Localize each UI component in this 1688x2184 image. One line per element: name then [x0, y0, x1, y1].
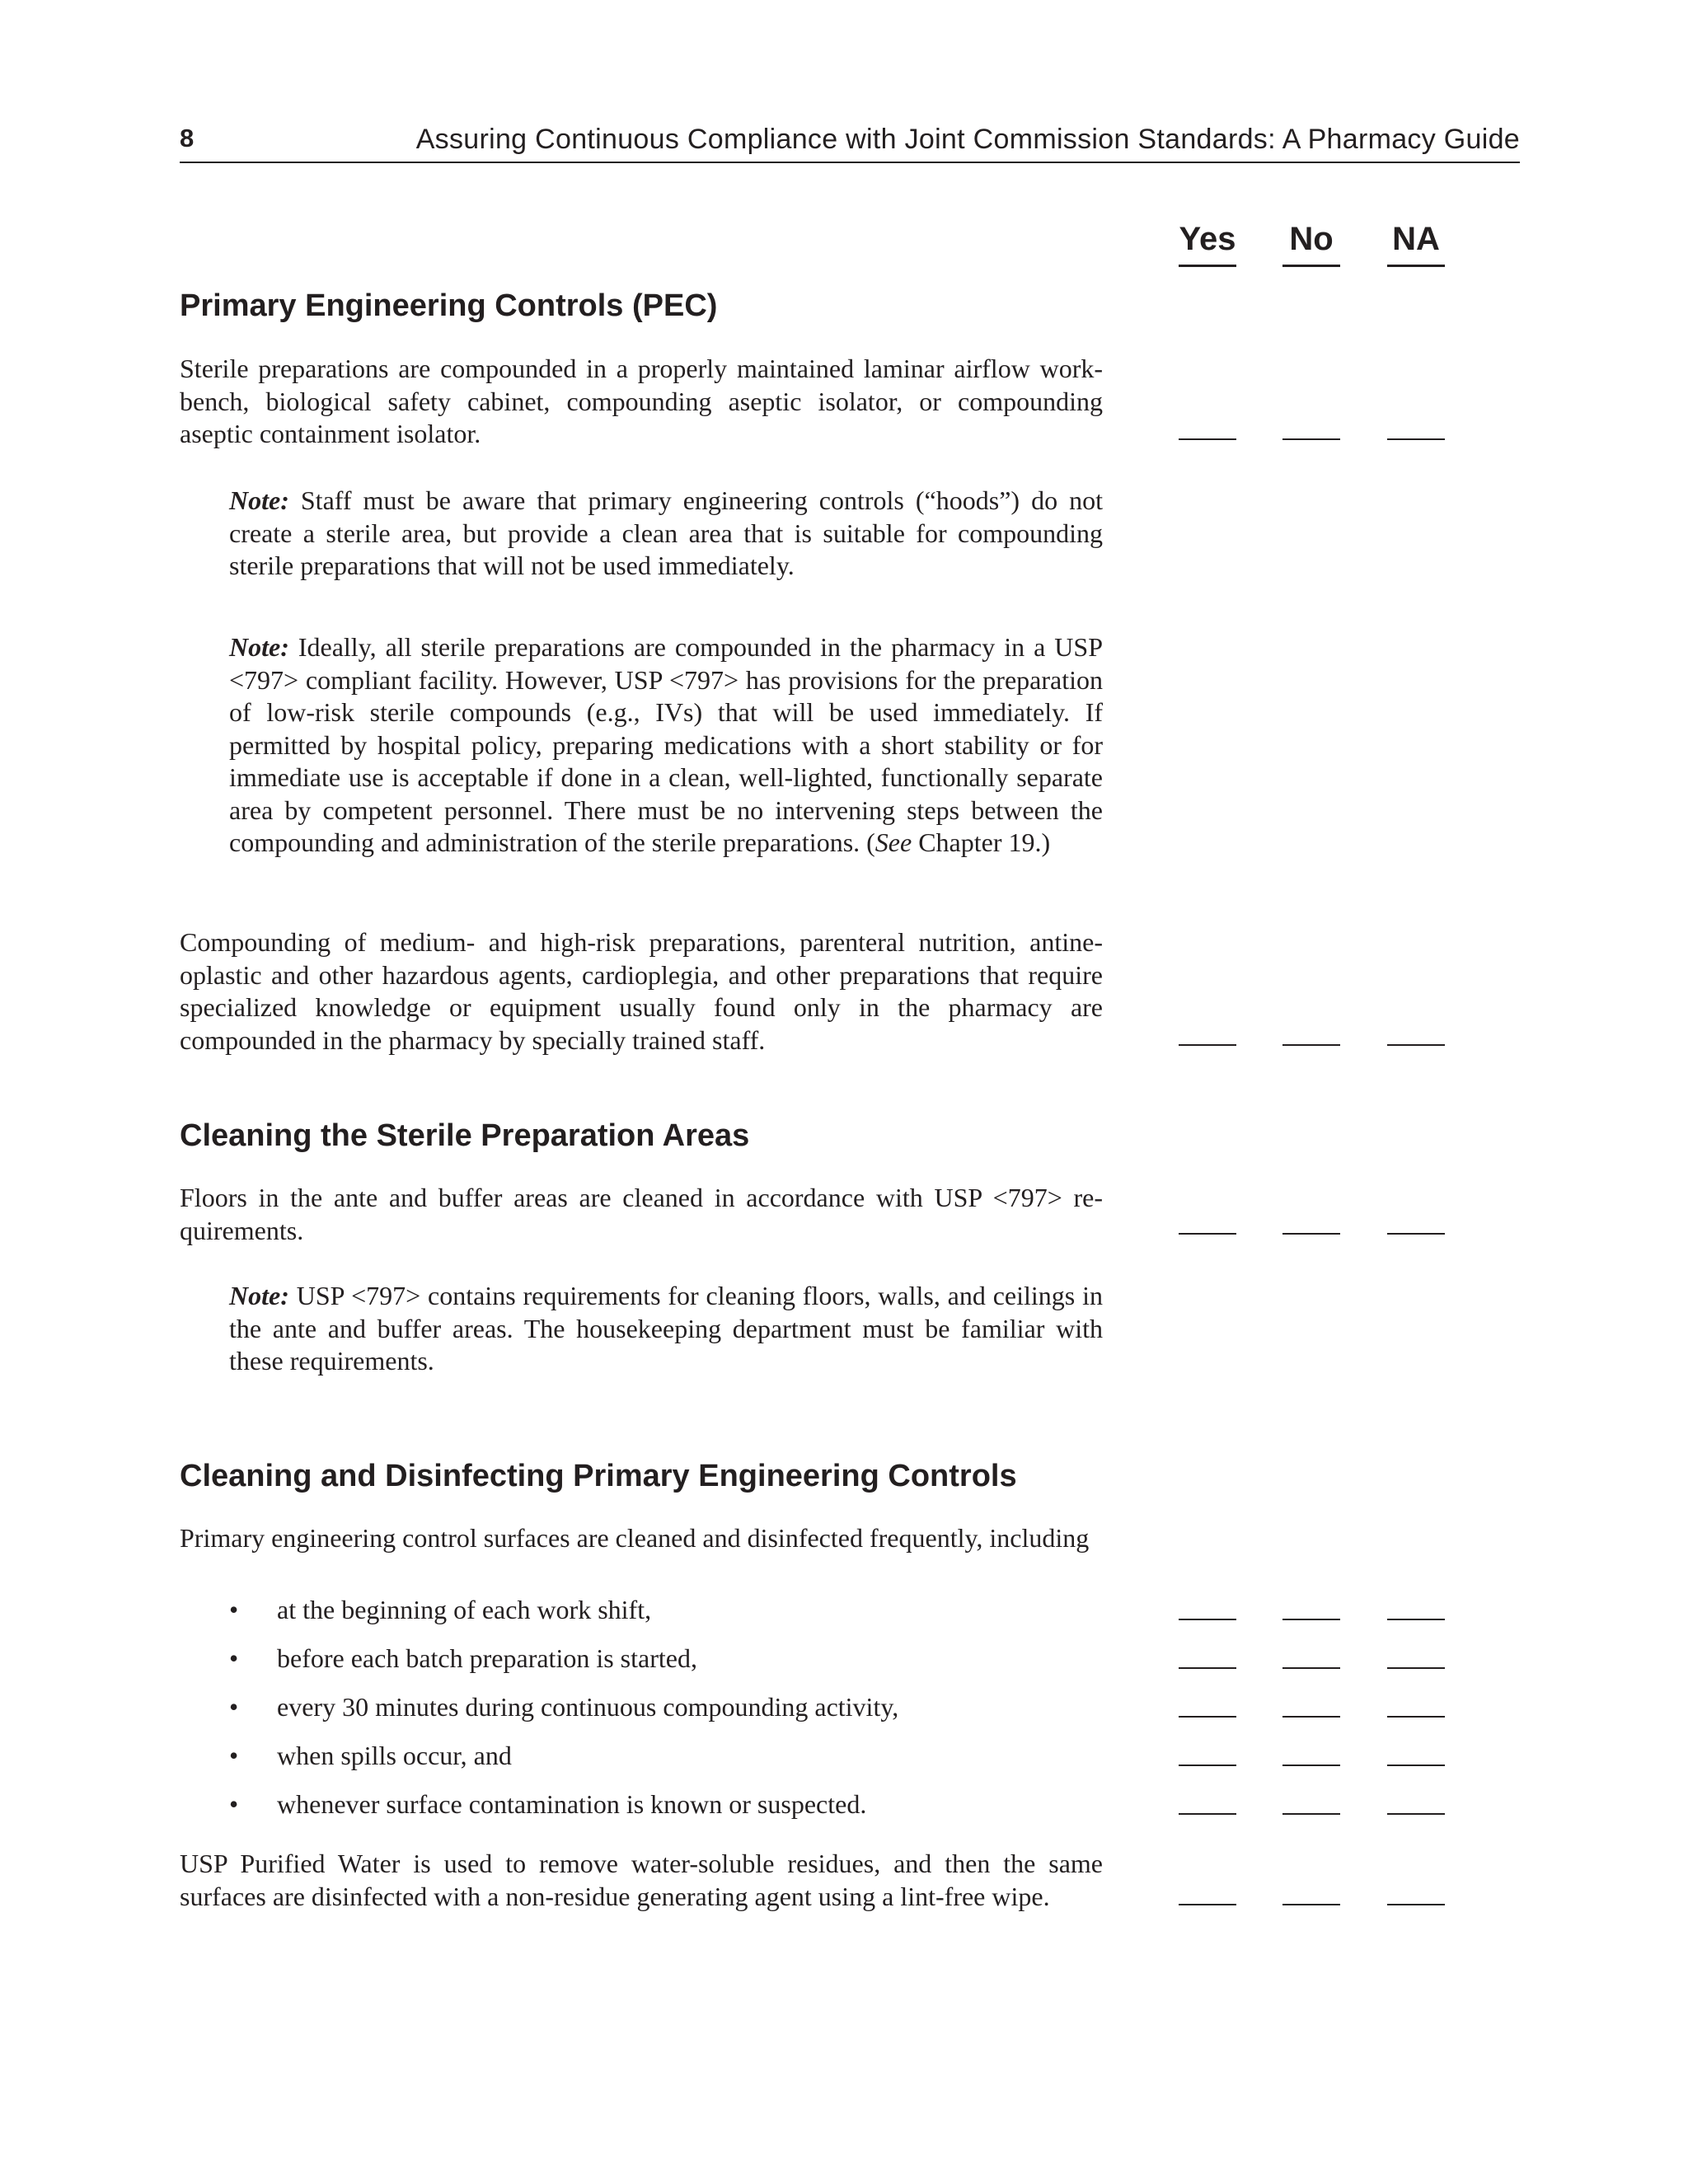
answer-blank-no[interactable]: [1282, 1667, 1340, 1669]
checklist-item-medium-high-risk: Compounding of medium- and high-risk preparations, parenteral nutrition, antineoplastic and other hazardous agents, cardioplegia, and other preparations that require specialized knowledge or equipment usually found only in the pharmacy are compounded in the pharmacy by specially trained staff.: [180, 927, 1103, 1055]
answer-blank-yes[interactable]: [1179, 1904, 1236, 1905]
answer-blank-yes[interactable]: [1179, 438, 1236, 440]
answer-blank-no[interactable]: [1282, 1765, 1340, 1766]
note-usp-797-facility: [229, 631, 1103, 860]
answer-blank-na[interactable]: [1387, 1716, 1445, 1718]
answer-blank-no[interactable]: [1282, 1044, 1340, 1046]
checklist-item-pec-compounding: Sterile preparations are compounded in a properly maintained laminar airflow workbench, biological safety cabinet, compounding aseptic isolator, or compounding aseptic containment isolator.: [180, 354, 1103, 448]
note-label: Note:: [229, 1281, 289, 1310]
list-item: [229, 1643, 697, 1674]
list-item-text: every 30 minutes during continuous compounding activity,: [277, 1692, 899, 1722]
list-item: [229, 1741, 512, 1771]
answer-blank-na[interactable]: [1387, 1813, 1445, 1815]
running-header-title: Assuring Continuous Compliance with Joint Commission Standards: A Pharmacy Guide: [415, 124, 1520, 155]
list-item: [229, 1789, 866, 1820]
answer-blank-na[interactable]: [1387, 1044, 1445, 1046]
bullet-icon: •: [229, 1595, 239, 1624]
answer-blank-na[interactable]: [1387, 1667, 1445, 1669]
bullet-icon: •: [229, 1741, 239, 1770]
see-reference: See: [874, 827, 912, 857]
answer-blank-na[interactable]: [1387, 1233, 1445, 1235]
note-text: Staff must be aware that primary engineering controls (“hoods”) do not create a sterile area, but provide a clean area that is suitable for compounding sterile preparations that will not be used immediately.: [229, 485, 1103, 580]
answer-blank-na[interactable]: [1387, 1904, 1445, 1905]
list-item: [229, 1692, 898, 1722]
answer-blank-yes[interactable]: [1179, 1233, 1236, 1235]
checklist-item-floors: Floors in the ante and buffer areas are cleaned in accordance with USP <797> requirements.: [180, 1183, 1103, 1245]
column-header-na: NA: [1387, 221, 1445, 267]
list-item-text: whenever surface contamination is known or suspected.: [277, 1789, 867, 1819]
answer-blank-yes[interactable]: [1179, 1667, 1236, 1669]
column-header-no: No: [1282, 221, 1340, 267]
answer-blank-na[interactable]: [1387, 438, 1445, 440]
answer-blank-yes[interactable]: [1179, 1813, 1236, 1815]
column-header-yes: Yes: [1179, 221, 1236, 267]
note-hoods: [229, 485, 1103, 583]
header-rule: [180, 162, 1520, 163]
answer-blank-no[interactable]: [1282, 438, 1340, 440]
checklist-intro-disinfecting: Primary engineering control surfaces are cleaned and disinfected frequently, including: [180, 1523, 1090, 1553]
note-cleaning-requirements: [229, 1280, 1103, 1378]
note-text: USP <797> contains requirements for cleaning floors, walls, and ceilings in the ante and buffer areas. The housekeeping department must be familiar with these requirements.: [229, 1281, 1103, 1376]
section-heading-cleaning-areas: Cleaning the Sterile Preparation Areas: [180, 1118, 750, 1153]
answer-blank-yes[interactable]: [1179, 1619, 1236, 1620]
bullet-icon: •: [229, 1643, 239, 1673]
section-heading-pec: Primary Engineering Controls (PEC): [180, 288, 718, 323]
bullet-icon: •: [229, 1692, 239, 1722]
answer-blank-yes[interactable]: [1179, 1716, 1236, 1718]
section-heading-disinfecting: Cleaning and Disinfecting Primary Engineering Controls: [180, 1459, 1017, 1493]
page-number: 8: [180, 124, 195, 152]
answer-blank-yes[interactable]: [1179, 1765, 1236, 1766]
list-item-text: when spills occur, and: [277, 1741, 512, 1770]
list-item-text: before each batch preparation is started,: [277, 1643, 697, 1673]
note-text: Ideally, all sterile preparations are compounded in the pharmacy in a USP <797> compliant facility. However, USP <797> has provisions for the preparation of low-risk sterile compounds (e.g., IVs) that will be used immediately. If permitted by hospital policy, preparing medications with a short stability or for immediate use is acceptable if done in a clean, well-lighted, functionally separate area by competent personnel. There must be no intervening steps between the compounding and administration of the sterile preparations. (: [229, 632, 1103, 857]
list-item-text: at the beginning of each work shift,: [277, 1595, 652, 1624]
list-item: [229, 1595, 651, 1625]
note-label: Note:: [229, 632, 289, 662]
answer-blank-yes[interactable]: [1179, 1044, 1236, 1046]
answer-blank-no[interactable]: [1282, 1619, 1340, 1620]
answer-blank-na[interactable]: [1387, 1619, 1445, 1620]
note-text: Chapter 19.): [912, 827, 1051, 857]
answer-blank-no[interactable]: [1282, 1716, 1340, 1718]
bullet-icon: •: [229, 1789, 239, 1819]
answer-blank-no[interactable]: [1282, 1233, 1340, 1235]
answer-blank-no[interactable]: [1282, 1904, 1340, 1905]
note-label: Note:: [229, 485, 289, 515]
answer-blank-no[interactable]: [1282, 1813, 1340, 1815]
answer-blank-na[interactable]: [1387, 1765, 1445, 1766]
checklist-item-purified-water: USP Purified Water is used to remove water-soluble residues, and then the same surfaces are disinfected with a non-residue generating agent using a lint-free wipe.: [180, 1849, 1103, 1911]
